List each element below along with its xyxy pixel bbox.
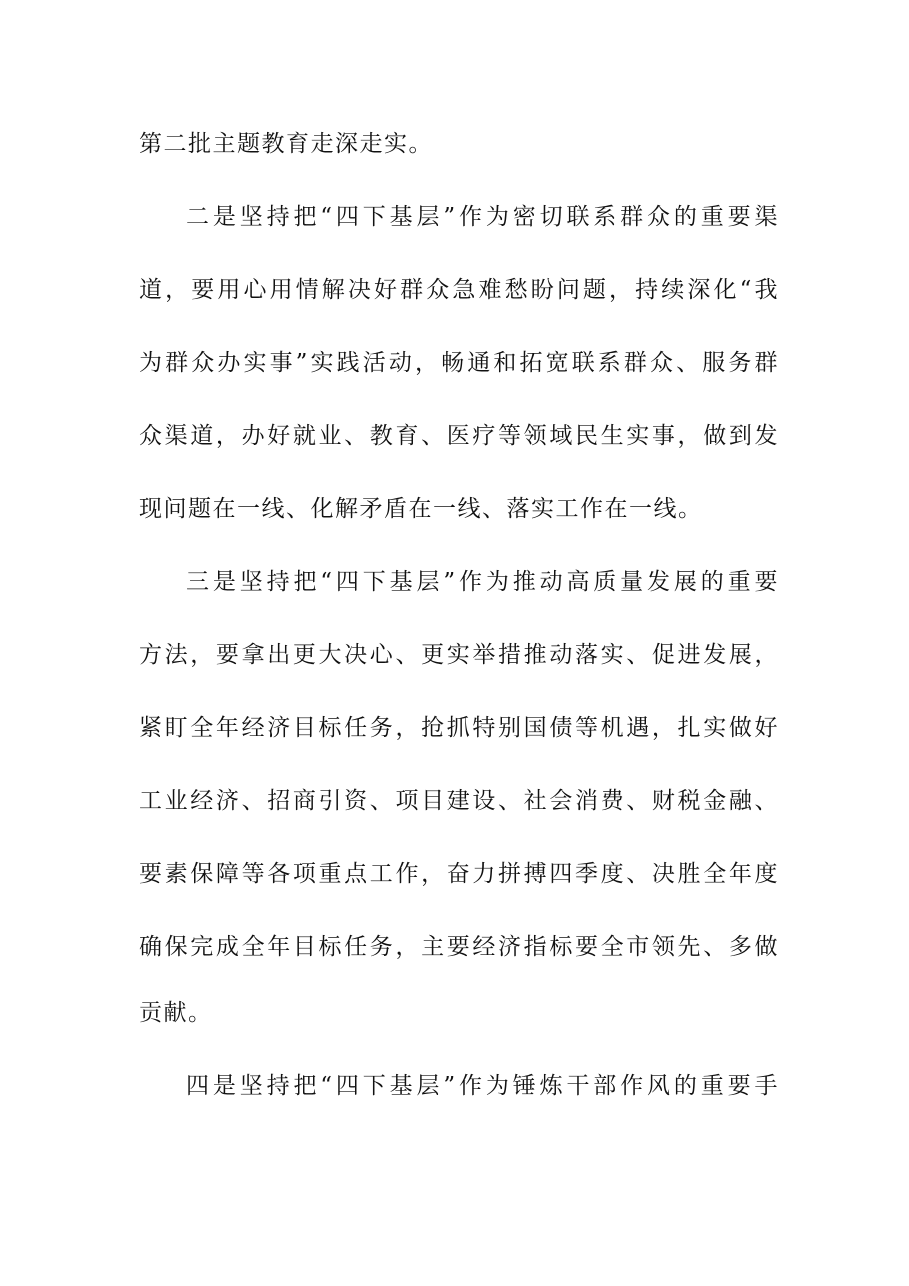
text-line: 工业经济、招商引资、项目建设、社会消费、财税金融、 bbox=[139, 788, 779, 814]
text-line: 方法，要拿出更大决心、更实举措推动落实、促进发展， bbox=[139, 642, 779, 668]
paragraph-4-first-line: 四是坚持把“四下基层”作为锤炼干部作风的重要手 bbox=[186, 1073, 779, 1099]
text-line: 要素保障等各项重点工作，奋力拼搏四季度、决胜全年度 bbox=[139, 861, 779, 887]
text-line: 众渠道，办好就业、教育、医疗等领域民生实事，做到发 bbox=[139, 423, 779, 449]
text-line: 确保完成全年目标任务，主要经济指标要全市领先、多做 bbox=[139, 934, 779, 960]
text-line: 为群众办实事”实践活动，畅通和拓宽联系群众、服务群 bbox=[139, 350, 779, 376]
text-line: 贡献。 bbox=[139, 1000, 213, 1026]
text-line: 紧盯全年经济目标任务，抢抓特别国债等机遇，扎实做好 bbox=[139, 715, 779, 741]
paragraph-2-first-line: 二是坚持把“四下基层”作为密切联系群众的重要渠 bbox=[186, 204, 779, 230]
text-line: 道，要用心用情解决好群众急难愁盼问题，持续深化“我 bbox=[139, 277, 779, 303]
text-line: 第二批主题教育走深走实。 bbox=[139, 131, 433, 157]
text-line: 现问题在一线、化解矛盾在一线、落实工作在一线。 bbox=[139, 496, 703, 522]
paragraph-3-first-line: 三是坚持把“四下基层”作为推动高质量发展的重要 bbox=[186, 569, 779, 595]
